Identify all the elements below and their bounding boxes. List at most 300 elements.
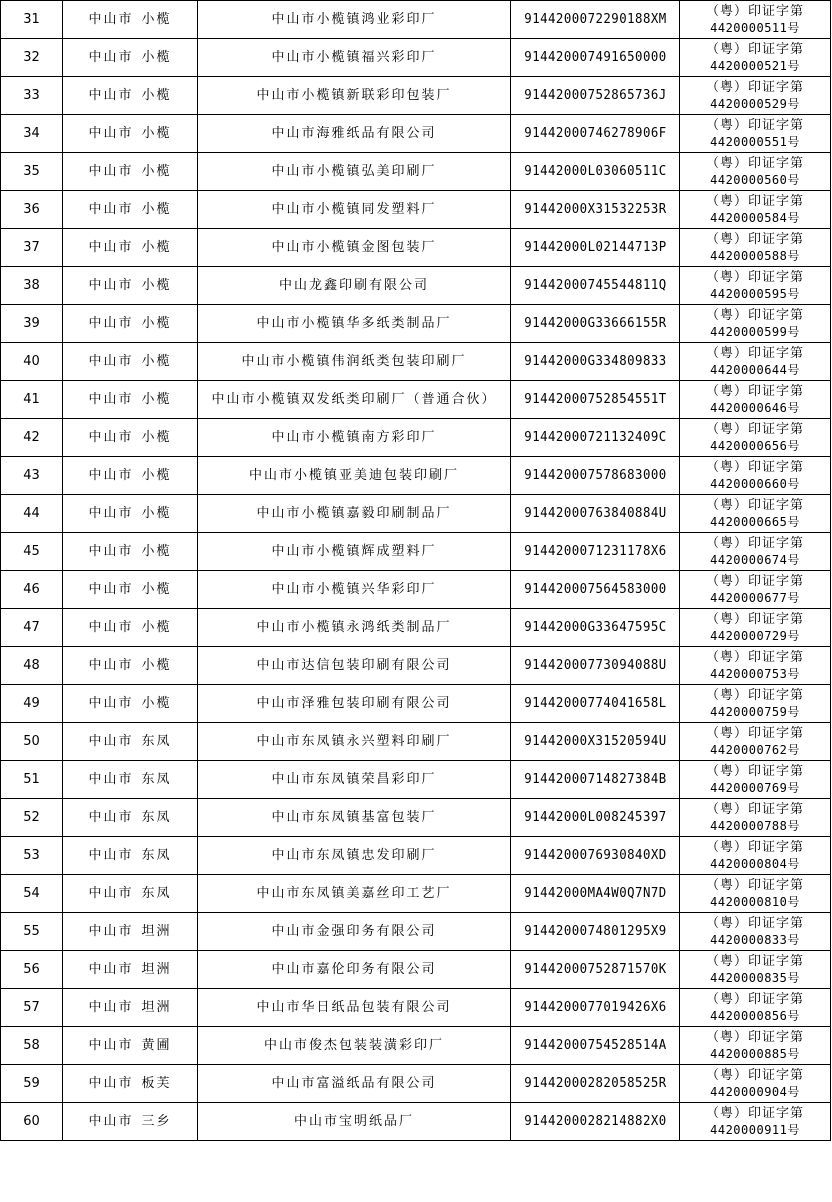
permit-serial: 4420000660号: [710, 476, 800, 491]
company-name: 中山市小榄镇福兴彩印厂: [198, 39, 511, 77]
permit-number: [680, 343, 831, 381]
permit-number: [680, 153, 831, 191]
permit-number: [680, 761, 831, 799]
permit-serial: 4420000665号: [710, 514, 800, 529]
row-number: 32: [1, 39, 63, 77]
town: 东凤: [141, 771, 172, 787]
region-cell: [63, 685, 198, 723]
row-number: 37: [1, 229, 63, 267]
permit-serial: 4420000911号: [710, 1122, 800, 1137]
permit-prefix: （粤）印证字第: [705, 953, 804, 969]
permit-serial: 4420000885号: [710, 1046, 800, 1061]
row-number: 41: [1, 381, 63, 419]
permit-serial: 4420000769号: [710, 780, 800, 795]
permit-prefix: （粤）印证字第: [705, 535, 804, 551]
company-name: 中山市达信包装印刷有限公司: [198, 647, 511, 685]
permit-prefix: （粤）印证字第: [705, 915, 804, 931]
town: 小榄: [141, 467, 172, 483]
permit-serial: 4420000511号: [710, 20, 800, 35]
permit-serial: 4420000810号: [710, 894, 800, 909]
row-number: 36: [1, 191, 63, 229]
permit-prefix: （粤）印证字第: [705, 117, 804, 133]
permit-number: [680, 1, 831, 39]
town: 小榄: [141, 543, 172, 559]
credit-code: 91442000752854551T: [515, 381, 676, 419]
credit-code: 91442000746278906F: [515, 115, 676, 153]
town: 小榄: [141, 315, 172, 331]
region-cell: [63, 343, 198, 381]
credit-code: 91442000763840884U: [515, 495, 676, 533]
region-cell: [63, 647, 198, 685]
table-body: [1, 1, 831, 1141]
permit-number: [680, 799, 831, 837]
region-cell: [63, 1, 198, 39]
credit-code: 9144200076930840XD: [515, 837, 676, 875]
region-cell: [63, 229, 198, 267]
credit-code: 91442000714827384B: [515, 761, 676, 799]
permit-number: [680, 989, 831, 1027]
city: 中山市: [88, 999, 134, 1015]
permit-prefix: （粤）印证字第: [705, 231, 804, 247]
permit-number: [680, 913, 831, 951]
permit-number: [680, 723, 831, 761]
permit-number: [680, 457, 831, 495]
town: 小榄: [141, 125, 172, 141]
company-name: 中山市小榄镇辉成塑料厂: [198, 533, 511, 571]
company-name: 中山市海雅纸品有限公司: [198, 115, 511, 153]
row-number: 33: [1, 77, 63, 115]
credit-code: 91442000754528514A: [515, 1027, 676, 1065]
permit-serial: 4420000804号: [710, 856, 800, 871]
table-row: [1, 685, 831, 723]
city: 中山市: [88, 543, 134, 559]
table-row: [1, 913, 831, 951]
city: 中山市: [88, 391, 134, 407]
credit-code: 9144200072290188XM: [515, 1, 676, 39]
table-row: [1, 495, 831, 533]
permit-serial: 4420000560号: [710, 172, 800, 187]
table-row: [1, 1, 831, 39]
permit-serial: 4420000599号: [710, 324, 800, 339]
city: 中山市: [88, 315, 134, 331]
row-number: 55: [1, 913, 63, 951]
credit-code: 91442000774041658L: [515, 685, 676, 723]
permit-number: [680, 305, 831, 343]
company-name: 中山市泽雅包装印刷有限公司: [198, 685, 511, 723]
credit-code: 9144200028214882X0: [515, 1103, 676, 1141]
company-name: 中山市东凤镇永兴塑料印刷厂: [198, 723, 511, 761]
permit-number: [680, 267, 831, 305]
table-row: [1, 305, 831, 343]
region-cell: [63, 39, 198, 77]
city: 中山市: [88, 619, 134, 635]
company-name: 中山市小榄镇兴华彩印厂: [198, 571, 511, 609]
permit-prefix: （粤）印证字第: [705, 687, 804, 703]
permit-number: [680, 115, 831, 153]
permit-prefix: （粤）印证字第: [705, 1067, 804, 1083]
region-cell: [63, 457, 198, 495]
row-number: 51: [1, 761, 63, 799]
table-row: [1, 39, 831, 77]
town: 小榄: [141, 239, 172, 255]
city: 中山市: [88, 11, 134, 27]
table-row: [1, 343, 831, 381]
city: 中山市: [88, 581, 134, 597]
permit-serial: 4420000644号: [710, 362, 800, 377]
permit-prefix: （粤）印证字第: [705, 345, 804, 361]
credit-code: 91442000MA4W0Q7N7D: [515, 875, 676, 913]
company-name: 中山市小榄镇新联彩印包装厂: [198, 77, 511, 115]
town: 东凤: [141, 733, 172, 749]
region-cell: [63, 609, 198, 647]
credit-code: 91442000752865736J: [515, 77, 676, 115]
company-name: 中山市东凤镇荣昌彩印厂: [198, 761, 511, 799]
town: 小榄: [141, 353, 172, 369]
company-name: 中山市小榄镇永鸿纸类制品厂: [198, 609, 511, 647]
city: 中山市: [88, 923, 134, 939]
town: 小榄: [141, 657, 172, 673]
table-row: [1, 381, 831, 419]
permit-number: [680, 951, 831, 989]
credit-code: 91442000745544811Q: [515, 267, 676, 305]
company-name: 中山市小榄镇南方彩印厂: [198, 419, 511, 457]
permit-prefix: （粤）印证字第: [705, 307, 804, 323]
permit-serial: 4420000656号: [710, 438, 800, 453]
region-cell: [63, 77, 198, 115]
region-cell: [63, 495, 198, 533]
permit-serial: 4420000762号: [710, 742, 800, 757]
row-number: 34: [1, 115, 63, 153]
permit-prefix: （粤）印证字第: [705, 459, 804, 475]
row-number: 52: [1, 799, 63, 837]
region-cell: [63, 1065, 198, 1103]
region-cell: [63, 305, 198, 343]
table-row: [1, 77, 831, 115]
table-row: [1, 647, 831, 685]
city: 中山市: [88, 847, 134, 863]
company-name: 中山市小榄镇嘉毅印刷制品厂: [198, 495, 511, 533]
city: 中山市: [88, 163, 134, 179]
permit-number: [680, 571, 831, 609]
permit-number: [680, 609, 831, 647]
company-name: 中山市小榄镇弘美印刷厂: [198, 153, 511, 191]
table-row: [1, 1065, 831, 1103]
permit-serial: 4420000646号: [710, 400, 800, 415]
row-number: 44: [1, 495, 63, 533]
row-number: 47: [1, 609, 63, 647]
permit-number: [680, 39, 831, 77]
permit-serial: 4420000753号: [710, 666, 800, 681]
table-row: [1, 419, 831, 457]
town: 坦洲: [141, 923, 172, 939]
town: 小榄: [141, 581, 172, 597]
city: 中山市: [88, 961, 134, 977]
permit-serial: 4420000677号: [710, 590, 800, 605]
town: 东凤: [141, 809, 172, 825]
permit-number: [680, 685, 831, 723]
table-row: [1, 837, 831, 875]
table-row: [1, 571, 831, 609]
credit-code: 91442000X31520594U: [515, 723, 676, 761]
permit-number: [680, 837, 831, 875]
credit-code: 9144200077019426X6: [515, 989, 676, 1027]
row-number: 48: [1, 647, 63, 685]
permit-prefix: （粤）印证字第: [705, 725, 804, 741]
company-name: 中山市东凤镇美嘉丝印工艺厂: [198, 875, 511, 913]
row-number: 58: [1, 1027, 63, 1065]
region-cell: [63, 837, 198, 875]
credit-code: 91442000L02144713P: [515, 229, 676, 267]
city: 中山市: [88, 809, 134, 825]
permit-serial: 4420000595号: [710, 286, 800, 301]
table-row: [1, 723, 831, 761]
permit-serial: 4420000521号: [710, 58, 800, 73]
permit-prefix: （粤）印证字第: [705, 3, 804, 19]
permit-number: [680, 647, 831, 685]
permit-serial: 4420000529号: [710, 96, 800, 111]
region-cell: [63, 1103, 198, 1141]
city: 中山市: [88, 1075, 134, 1091]
permit-number: [680, 1065, 831, 1103]
permit-number: [680, 1103, 831, 1141]
row-number: 57: [1, 989, 63, 1027]
permit-number: [680, 1027, 831, 1065]
region-cell: [63, 799, 198, 837]
company-name: 中山市小榄镇鸿业彩印厂: [198, 1, 511, 39]
credit-code: 914420007578683000: [515, 457, 676, 495]
region-cell: [63, 267, 198, 305]
company-name: 中山市富溢纸品有限公司: [198, 1065, 511, 1103]
permit-number: [680, 381, 831, 419]
region-cell: [63, 875, 198, 913]
permit-number: [680, 875, 831, 913]
city: 中山市: [88, 505, 134, 521]
region-cell: [63, 723, 198, 761]
company-name: 中山市小榄镇华多纸类制品厂: [198, 305, 511, 343]
permit-serial: 4420000588号: [710, 248, 800, 263]
row-number: 53: [1, 837, 63, 875]
permit-prefix: （粤）印证字第: [705, 573, 804, 589]
town: 小榄: [141, 87, 172, 103]
permit-prefix: （粤）印证字第: [705, 1029, 804, 1045]
city: 中山市: [88, 429, 134, 445]
permit-serial: 4420000904号: [710, 1084, 800, 1099]
table-row: [1, 875, 831, 913]
town: 坦洲: [141, 961, 172, 977]
company-name: 中山市金强印务有限公司: [198, 913, 511, 951]
city: 中山市: [88, 87, 134, 103]
permit-serial: 4420000759号: [710, 704, 800, 719]
company-name: 中山市小榄镇同发塑料厂: [198, 191, 511, 229]
permit-serial: 4420000729号: [710, 628, 800, 643]
company-name: 中山市小榄镇双发纸类印刷厂（普通合伙）: [198, 381, 511, 419]
town: 小榄: [141, 277, 172, 293]
row-number: 56: [1, 951, 63, 989]
town: 三乡: [141, 1113, 172, 1129]
permit-serial: 4420000833号: [710, 932, 800, 947]
city: 中山市: [88, 1037, 134, 1053]
region-cell: [63, 989, 198, 1027]
city: 中山市: [88, 885, 134, 901]
table-row: [1, 115, 831, 153]
city: 中山市: [88, 733, 134, 749]
city: 中山市: [88, 467, 134, 483]
row-number: 38: [1, 267, 63, 305]
permit-number: [680, 533, 831, 571]
town: 小榄: [141, 391, 172, 407]
credit-code: 91442000L03060511C: [515, 153, 676, 191]
city: 中山市: [88, 695, 134, 711]
permit-prefix: （粤）印证字第: [705, 611, 804, 627]
permit-number: [680, 419, 831, 457]
permit-serial: 4420000551号: [710, 134, 800, 149]
company-name: 中山市俊杰包装装潢彩印厂: [198, 1027, 511, 1065]
town: 小榄: [141, 49, 172, 65]
city: 中山市: [88, 49, 134, 65]
credit-code: 91442000282058525R: [515, 1065, 676, 1103]
region-cell: [63, 191, 198, 229]
credit-code: 91442000X31532253R: [515, 191, 676, 229]
table-row: [1, 229, 831, 267]
credit-code: 914420007491650000: [515, 39, 676, 77]
permit-prefix: （粤）印证字第: [705, 649, 804, 665]
company-name: 中山龙鑫印刷有限公司: [198, 267, 511, 305]
town: 小榄: [141, 619, 172, 635]
company-name: 中山市东凤镇基富包装厂: [198, 799, 511, 837]
table-row: [1, 1103, 831, 1141]
region-cell: [63, 419, 198, 457]
permit-number: [680, 495, 831, 533]
row-number: 42: [1, 419, 63, 457]
region-cell: [63, 1027, 198, 1065]
region-cell: [63, 951, 198, 989]
table-row: [1, 191, 831, 229]
credit-code: 91442000L008245397: [515, 799, 676, 837]
region-cell: [63, 533, 198, 571]
company-name: 中山市东凤镇忠发印刷厂: [198, 837, 511, 875]
permit-prefix: （粤）印证字第: [705, 991, 804, 1007]
city: 中山市: [88, 277, 134, 293]
permit-prefix: （粤）印证字第: [705, 41, 804, 57]
row-number: 39: [1, 305, 63, 343]
city: 中山市: [88, 201, 134, 217]
town: 坦洲: [141, 999, 172, 1015]
city: 中山市: [88, 239, 134, 255]
table-row: [1, 609, 831, 647]
permit-serial: 4420000835号: [710, 970, 800, 985]
permit-prefix: （粤）印证字第: [705, 155, 804, 171]
town: 小榄: [141, 201, 172, 217]
city: 中山市: [88, 771, 134, 787]
row-number: 45: [1, 533, 63, 571]
town: 黄圃: [141, 1037, 172, 1053]
town: 小榄: [141, 163, 172, 179]
permit-prefix: （粤）印证字第: [705, 801, 804, 817]
city: 中山市: [88, 1113, 134, 1129]
city: 中山市: [88, 353, 134, 369]
table-row: [1, 951, 831, 989]
table-row: [1, 989, 831, 1027]
row-number: 49: [1, 685, 63, 723]
region-cell: [63, 381, 198, 419]
table-row: [1, 267, 831, 305]
credit-code: 91442000752871570K: [515, 951, 676, 989]
town: 板芙: [141, 1075, 172, 1091]
region-cell: [63, 761, 198, 799]
table-row: [1, 1027, 831, 1065]
credit-code: 91442000773094088U: [515, 647, 676, 685]
credit-code: 914420007564583000: [515, 571, 676, 609]
permit-prefix: （粤）印证字第: [705, 763, 804, 779]
company-name: 中山市小榄镇亚美迪包装印刷厂: [198, 457, 511, 495]
town: 小榄: [141, 11, 172, 27]
credit-code: 9144200074801295X9: [515, 913, 676, 951]
region-cell: [63, 153, 198, 191]
row-number: 31: [1, 1, 63, 39]
permit-prefix: （粤）印证字第: [705, 269, 804, 285]
table-row: [1, 153, 831, 191]
town: 小榄: [141, 429, 172, 445]
region-cell: [63, 571, 198, 609]
town: 小榄: [141, 695, 172, 711]
region-cell: [63, 913, 198, 951]
permit-serial: 4420000788号: [710, 818, 800, 833]
permit-number: [680, 191, 831, 229]
permit-serial: 4420000584号: [710, 210, 800, 225]
company-name: 中山市华日纸品包装有限公司: [198, 989, 511, 1027]
credit-code: 91442000G33666155R: [515, 305, 676, 343]
town: 小榄: [141, 505, 172, 521]
row-number: 40: [1, 343, 63, 381]
permit-number: [680, 229, 831, 267]
permit-serial: 4420000674号: [710, 552, 800, 567]
row-number: 54: [1, 875, 63, 913]
company-name: 中山市小榄镇伟润纸类包装印刷厂: [198, 343, 511, 381]
row-number: 50: [1, 723, 63, 761]
permit-prefix: （粤）印证字第: [705, 1105, 804, 1121]
credit-code: 91442000G334809833: [515, 343, 676, 381]
city: 中山市: [88, 125, 134, 141]
table-row: [1, 761, 831, 799]
row-number: 35: [1, 153, 63, 191]
row-number: 60: [1, 1103, 63, 1141]
permit-prefix: （粤）印证字第: [705, 383, 804, 399]
company-name: 中山市嘉伦印务有限公司: [198, 951, 511, 989]
row-number: 59: [1, 1065, 63, 1103]
credit-code: 91442000721132409C: [515, 419, 676, 457]
city: 中山市: [88, 657, 134, 673]
town: 东凤: [141, 885, 172, 901]
region-cell: [63, 115, 198, 153]
company-name: 中山市小榄镇金图包装厂: [198, 229, 511, 267]
permit-prefix: （粤）印证字第: [705, 79, 804, 95]
table-row: [1, 533, 831, 571]
row-number: 46: [1, 571, 63, 609]
permit-number: [680, 77, 831, 115]
table-row: [1, 799, 831, 837]
town: 东凤: [141, 847, 172, 863]
permit-prefix: （粤）印证字第: [705, 839, 804, 855]
permit-prefix: （粤）印证字第: [705, 421, 804, 437]
credit-code: 9144200071231178X6: [515, 533, 676, 571]
credit-code: 91442000G33647595C: [515, 609, 676, 647]
table-row: [1, 457, 831, 495]
permit-prefix: （粤）印证字第: [705, 193, 804, 209]
permit-prefix: （粤）印证字第: [705, 497, 804, 513]
company-name: 中山市宝明纸品厂: [198, 1103, 511, 1141]
row-number: 43: [1, 457, 63, 495]
permit-prefix: （粤）印证字第: [705, 877, 804, 893]
